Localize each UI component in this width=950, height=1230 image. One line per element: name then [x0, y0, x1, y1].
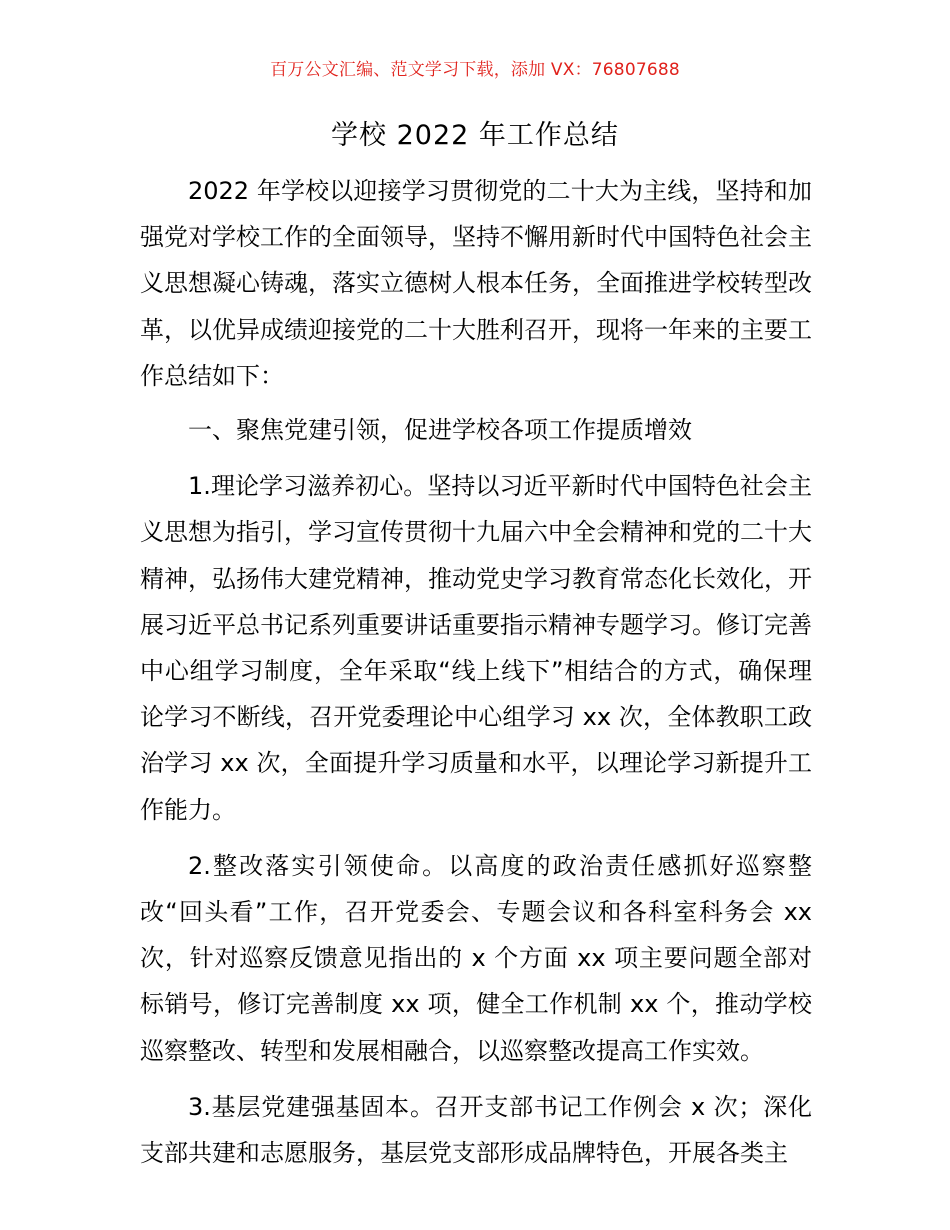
document-body: [140, 168, 812, 1176]
header-watermark-note: 百万公文汇编、范文学习下载，添加 VX：76807688: [270, 60, 680, 80]
intro-paragraph: 2022 年学校以迎接学习贯彻党的二十大为主线，坚持和加强党对学校工作的全面领导，坚持不懈用新时代中国特色社会主义思想凝心铸魂，落实立德树人根本任务，全面推进学校转型改革，以优异成绩迎接党的二十大胜利召开，现将一年来的主要工作总结如下：: [140, 177, 812, 390]
item-paragraph-3: 3.基层党建强基固本。召开支部书记工作例会 x 次；深化支部共建和志愿服务，基层党支部形成品牌特色，开展各类主: [140, 1092, 812, 1168]
item-paragraph-1: 1.理论学习滋养初心。坚持以习近平新时代中国特色社会主义思想为指引，学习宣传贯彻十九届六中全会精神和党的二十大精神，弘扬伟大建党精神，推动党史学习教育常态化长效化，开展习近平总书记系列重要讲话重要指示精神专题学习。修订完善中心组学习制度，全年采取“线上线下”相结合的方式，确保理论学习不断线，召开党委理论中心组学习 xx 次，全体教职工政治学习 xx 次，全面提升学习质量和水平，以理论学习新提升工作能力。: [140, 472, 812, 824]
section-heading-1: 一、聚焦党建引领，促进学校各项工作提质增效: [188, 416, 692, 445]
page-title: 学校 2022 年工作总结: [331, 120, 619, 151]
item-paragraph-2: 2.整改落实引领使命。以高度的政治责任感抓好巡察整改“回头看”工作，召开党委会、专题会议和各科室科务会 xx 次，针对巡察反馈意见指出的 x 个方面 xx 项主要问题全部对标销号，修订完善制度 xx 项，健全工作机制 xx 个，推动学校巡察整改、转型和发展相融合，以巡察整改提高工作实效。: [140, 851, 812, 1065]
